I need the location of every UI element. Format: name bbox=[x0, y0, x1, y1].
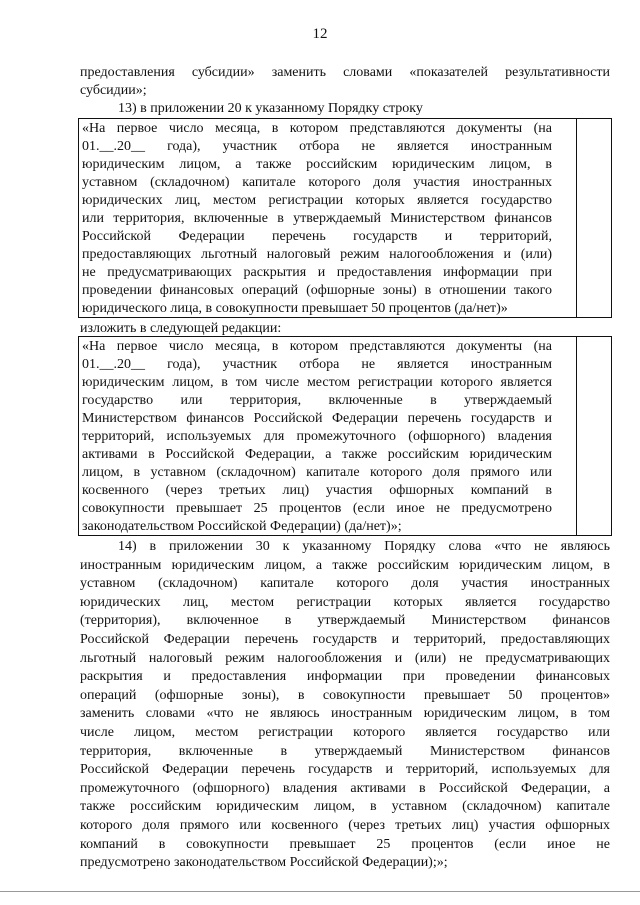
item14-line: раскрытия и предоставления информации при проведении финансовых bbox=[80, 669, 610, 685]
item14-line: заменить словами «что не являюсь иностранным юридическим лицом, в том bbox=[80, 706, 610, 722]
old-row-line: предоставляющих льготный налоговый режим налогообложения и (или) bbox=[82, 247, 552, 262]
page-number: 12 bbox=[312, 26, 328, 42]
old-row-line: юридических лиц, местом регистрации которых является государство bbox=[82, 193, 552, 208]
item14-line: уставном (складочном) капитале которого доля участия иностранных bbox=[80, 576, 610, 592]
new-row-line: 01.__.20__ года), участник отбора не является иностранным bbox=[82, 357, 552, 372]
new-row-line: косвенного (через третьих лиц) участия офшорных компаний в bbox=[82, 483, 552, 498]
new-row-line: территорий, используемых для промежуточного (офшорного) владения bbox=[82, 429, 552, 444]
item14-line: юридических лиц, местом регистрации которых является государство bbox=[80, 594, 610, 610]
item14-line: льготный налоговый режим налогообложения и (или) не предусматривающих bbox=[80, 650, 610, 666]
item14-line: 14) в приложении 30 к указанному Порядку слова «что не являюсь bbox=[118, 539, 610, 554]
new-row-line: Министерством финансов Российской Федерации перечень государств и bbox=[82, 411, 552, 426]
old-row-line: или территория, включенные в утверждаемый Министерством финансов bbox=[82, 211, 552, 226]
item14-line: предусмотрено законодательством Российской Федерации);»; bbox=[80, 855, 448, 871]
old-row-line: «На первое число месяца, в котором представляются документы (на bbox=[82, 121, 552, 136]
old-row-line: не предусматривающих раскрытия и предоставления информации при bbox=[82, 265, 552, 280]
item14-line: Российской Федерации перечень государств и территорий, предоставляющих bbox=[80, 632, 610, 647]
new-row-line: активами в Российской Федерации, а также российским юридическим bbox=[82, 447, 552, 462]
new-row-line: лицом, в уставном (складочном) капитале которого доля прямого или bbox=[82, 465, 552, 480]
item14-line: числе лицом, местом регистрации которого является государство или bbox=[80, 725, 610, 740]
item14-line: операций (офшорные зоны), в совокупности превышает 50 процентов» bbox=[80, 687, 610, 703]
new-row-line: законодательством Российской Федерации) (да/нет)»; bbox=[82, 519, 402, 534]
new-row-line: юридическим лицом, в том числе местом регистрации которого является bbox=[82, 375, 552, 390]
item14-line: компаний в совокупности превышает 25 процентов (если иное не bbox=[80, 836, 610, 852]
old-row-line: юридическим лицом, а также российским юридическим лицом, в bbox=[82, 157, 552, 172]
old-row-line: 01.__.20__ года), участник отбора не является иностранным bbox=[82, 139, 552, 154]
old-row-line: юридического лица, в совокупности превышает 50 процентов (да/нет)» bbox=[82, 301, 508, 316]
old-row-line: проведении финансовых операций (офшорные зоны) в отношении такого bbox=[82, 283, 552, 298]
item13-heading: 13) в приложении 20 к указанному Порядку строку bbox=[118, 101, 423, 116]
old-row-line: Российской Федерации перечень государств и территорий, bbox=[82, 229, 552, 244]
item14-line: также российским юридическим лицом, в уставном (складочном) капитале bbox=[80, 799, 610, 815]
old-row-line: уставном (складочном) капитале которого доля участия иностранных bbox=[82, 175, 552, 190]
intro-line-1: предоставления субсидии» заменить словами «показателей результативности bbox=[80, 65, 610, 80]
new-row-line: совокупности превышает 25 процентов (если иное не предусмотрено bbox=[82, 501, 552, 516]
item14-line: промежуточного (офшорного) владения активами в Российской Федерации, а bbox=[80, 780, 610, 796]
new-row-line: «На первое число месяца, в котором представляются документы (на bbox=[82, 339, 552, 354]
item13-connector: изложить в следующей редакции: bbox=[80, 321, 282, 336]
new-row-line: государство или территория, включенные в утверждаемый bbox=[82, 393, 552, 408]
item14-line: Российской Федерации перечень государств и территорий, используемых для bbox=[80, 762, 610, 778]
item14-line: которого доля прямого или косвенного (через третьих лиц) участия офшорных bbox=[80, 818, 610, 833]
item14-line: территория, включенные в утверждаемый Министерством финансов bbox=[80, 743, 610, 759]
item14-line: (территория), включенное в утверждаемый Министерством финансов bbox=[80, 613, 610, 629]
intro-line-2: субсидии»; bbox=[80, 83, 147, 98]
item14-line: иностранным юридическим лицом, а также российским юридическим лицом, в bbox=[80, 557, 610, 573]
bottom-rule bbox=[0, 891, 640, 892]
